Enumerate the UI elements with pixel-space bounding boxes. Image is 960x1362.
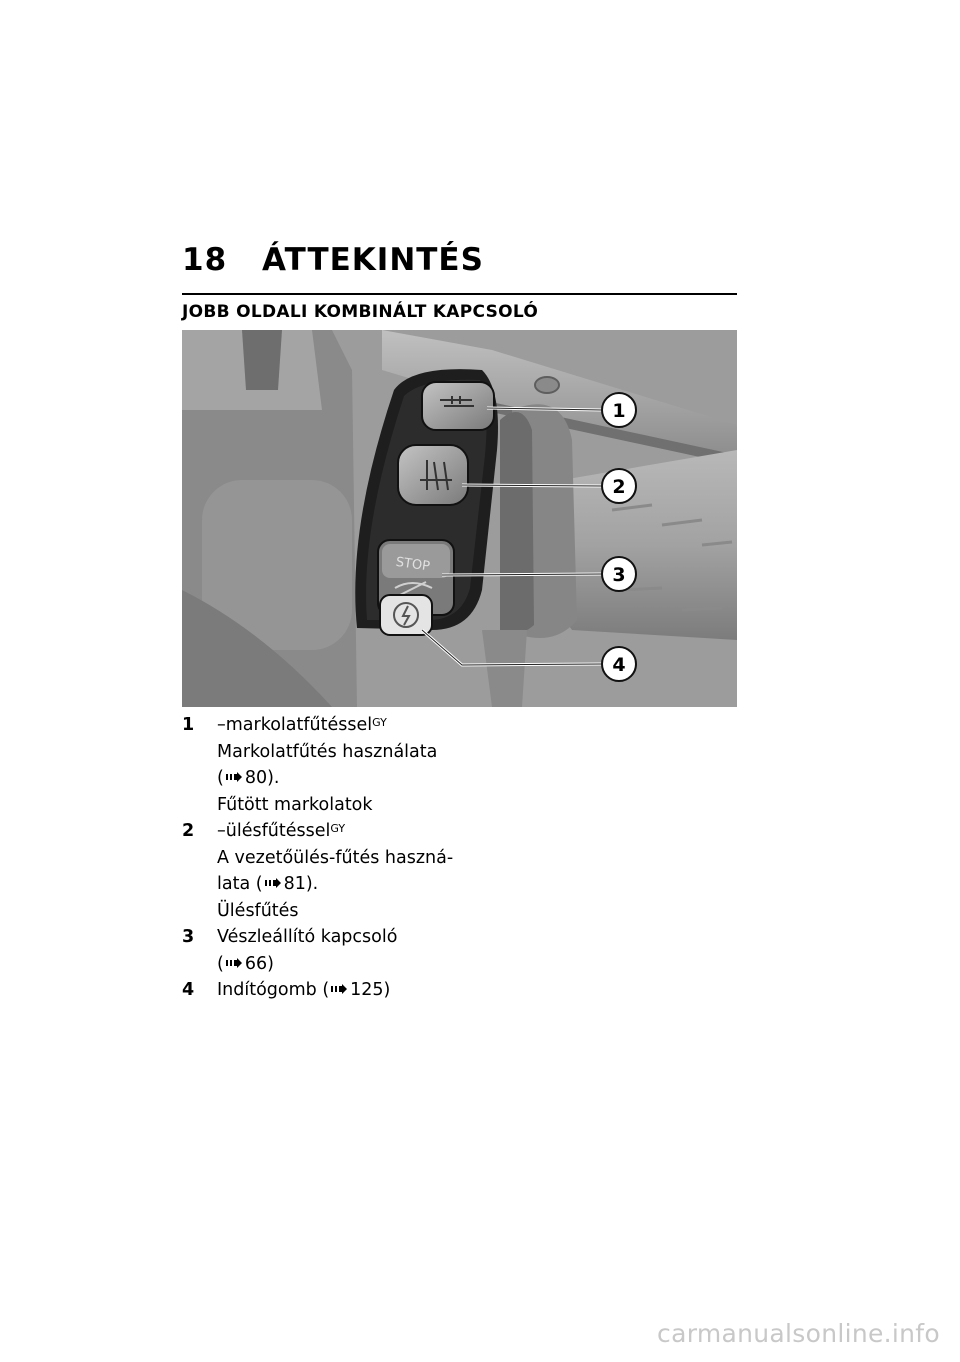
page-reference-link[interactable]: 66) — [244, 953, 274, 974]
page-reference-arrow-icon — [226, 772, 242, 782]
legend-number: 4 — [182, 980, 195, 1000]
reference-text: Markolatfűtés használata — [217, 741, 438, 762]
svg-text:4: 4 — [612, 654, 626, 676]
option-marker: GY — [372, 716, 387, 729]
page-reference-link[interactable]: 81). — [283, 874, 319, 894]
legend-item-2: 2 –ülésfűtéssel$^{GY}$ A vezetőülés-fűtés haszná- lata ( 81). Ülésfűtés — [182, 818, 482, 924]
stop-label: STOP — [394, 554, 431, 575]
legend-item-1: 1 –markolatfűtéssel$^{GY}$ Markolatfűtés használata ( 80). Fűtött markolatok — [182, 712, 482, 818]
legend-title: –ülésfűtéssel — [217, 821, 331, 841]
callout-1 — [602, 393, 636, 427]
page-reference-link[interactable]: 125) — [350, 980, 391, 1000]
header-divider — [182, 293, 737, 295]
page-reference-arrow-icon — [265, 878, 281, 888]
watermark: carmanualsonline.info — [657, 1319, 940, 1348]
callout-3 — [602, 557, 636, 591]
svg-text:1: 1 — [612, 400, 626, 422]
legend-subtitle: Ülésfűtés — [217, 900, 299, 921]
callout-4 — [602, 647, 636, 681]
legend-item-3: 3 Vészleállító kapcsoló ( 66) — [182, 924, 482, 977]
svg-text:2: 2 — [612, 476, 626, 498]
page-reference-link[interactable]: 80). — [244, 768, 280, 788]
legend-subtitle: Fűtött markolatok — [217, 794, 373, 815]
legend-number: 1 — [182, 715, 195, 735]
section-title: JOBB OLDALI KOMBINÁLT KAPCSOLÓ — [182, 302, 539, 322]
legend-title: Vészleállító kapcsoló — [217, 927, 398, 947]
svg-text:3: 3 — [612, 564, 626, 586]
chapter-title: ÁTTEKINTÉS — [262, 242, 484, 278]
page-header — [182, 242, 484, 278]
reference-text: A vezetőülés-fűtés haszná- — [217, 847, 454, 868]
legend-title: –markolatfűtéssel — [217, 715, 373, 735]
option-marker: GY — [330, 822, 346, 835]
page-reference-arrow-icon — [226, 958, 242, 968]
legend-number: 3 — [182, 927, 195, 947]
page-number: 18 — [182, 242, 228, 278]
legend-list — [182, 712, 482, 1004]
callout-2 — [602, 469, 636, 503]
page-reference-arrow-icon — [331, 984, 347, 994]
legend-title: Indítógomb ( — [217, 980, 330, 1000]
switch-figure — [182, 330, 737, 707]
handlebar-switch-illustration — [182, 330, 737, 707]
legend-number: 2 — [182, 821, 195, 841]
legend-item-4 — [182, 977, 482, 1004]
